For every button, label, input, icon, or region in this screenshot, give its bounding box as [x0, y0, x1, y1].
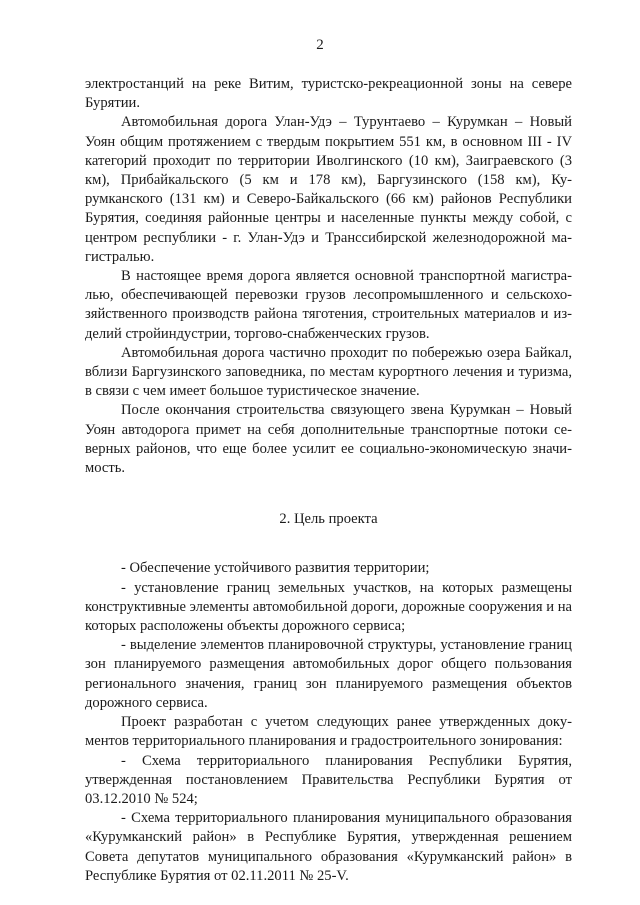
goal-item: - Обеспечение устойчивого развития территории; [121, 560, 430, 577]
paragraph-after-construction: После окончания строительства связующего звена Курумкан – Новый Уоян автодорога примет на себя дополнительные транспортные потоки северных районов, что еще более усилит ее социально-экономическую значимость. [85, 402, 572, 477]
goal-item: - выделение элементов планировочной структуры, установление границ зон планируемого размещения автомобильных дорог общего пользования регионального значения, границ зон планируемого размещения объектов дорожного сервиса. [85, 637, 572, 711]
document-item: - Схема территориального планирования Республики Бурятия, утвержденная постановлением Правительства Республики Бурятия от 03.12.2010 № 524; [85, 752, 572, 807]
paragraph-road-description: Автомобильная дорога Улан-Удэ – Турунтаево – Курумкан – Новый Уоян общим протяжением с твердым покрытием 551 км, в основном III - IV категорий проходит по территории Иволгинского (10 км), Заиграевского (3 км), Прибайкальского (5 км и 178 км), Баргузинского (158 км), Курумканского (131 км) и Северо-Байкальского (66 км) районов Республики Бурятия, соединяя районные центры и населенные пункты между собой, с центром республики - г. Улан-Удэ и Транссибирской железнодорожной магистралью. [85, 114, 572, 265]
section-heading: 2. Цель проекта [279, 511, 378, 528]
page-number: 2 [316, 37, 324, 53]
document-body [85, 75, 572, 886]
paragraph-road-importance: В настоящее время дорога является основной транспортной магистралью, обеспечивающей перевозки грузов лесопромышленного и сельскохозяйственного производств района тяготения, строительных материалов и изделий стройиндустрии, торгово-снабженческих грузов. [85, 268, 572, 342]
paragraph-continuation: электростанций на реке Витим, туристско-рекреационной зоны на севере Бурятии. [85, 76, 572, 112]
paragraph-documents-intro: Проект разработан с учетом следующих ранее утвержденных документов территориального планирования и градостроительного зонирования: [85, 714, 572, 750]
goal-item: - установление границ земельных участков, на которых размещены конструктивные элементы автомобильной дороги, дорожные сооружения и на которых расположены объекты дорожного сервиса; [85, 579, 572, 635]
paragraph-tourism: Автомобильная дорога частично проходит по побережью озера Байкал, вблизи Баргузинского заповедника, по местам курортного лечения и туризма, в связи с чем имеет большое туристическое значение. [85, 344, 572, 400]
document-item: - Схема территориального планирования муниципального образования «Курумканский район» в Республике Бурятия, утвержденная решением Совета депутатов муниципального образования «Курумканский район» в Республике Бурятия от 02.11.2011 № 25-V. [85, 810, 572, 884]
